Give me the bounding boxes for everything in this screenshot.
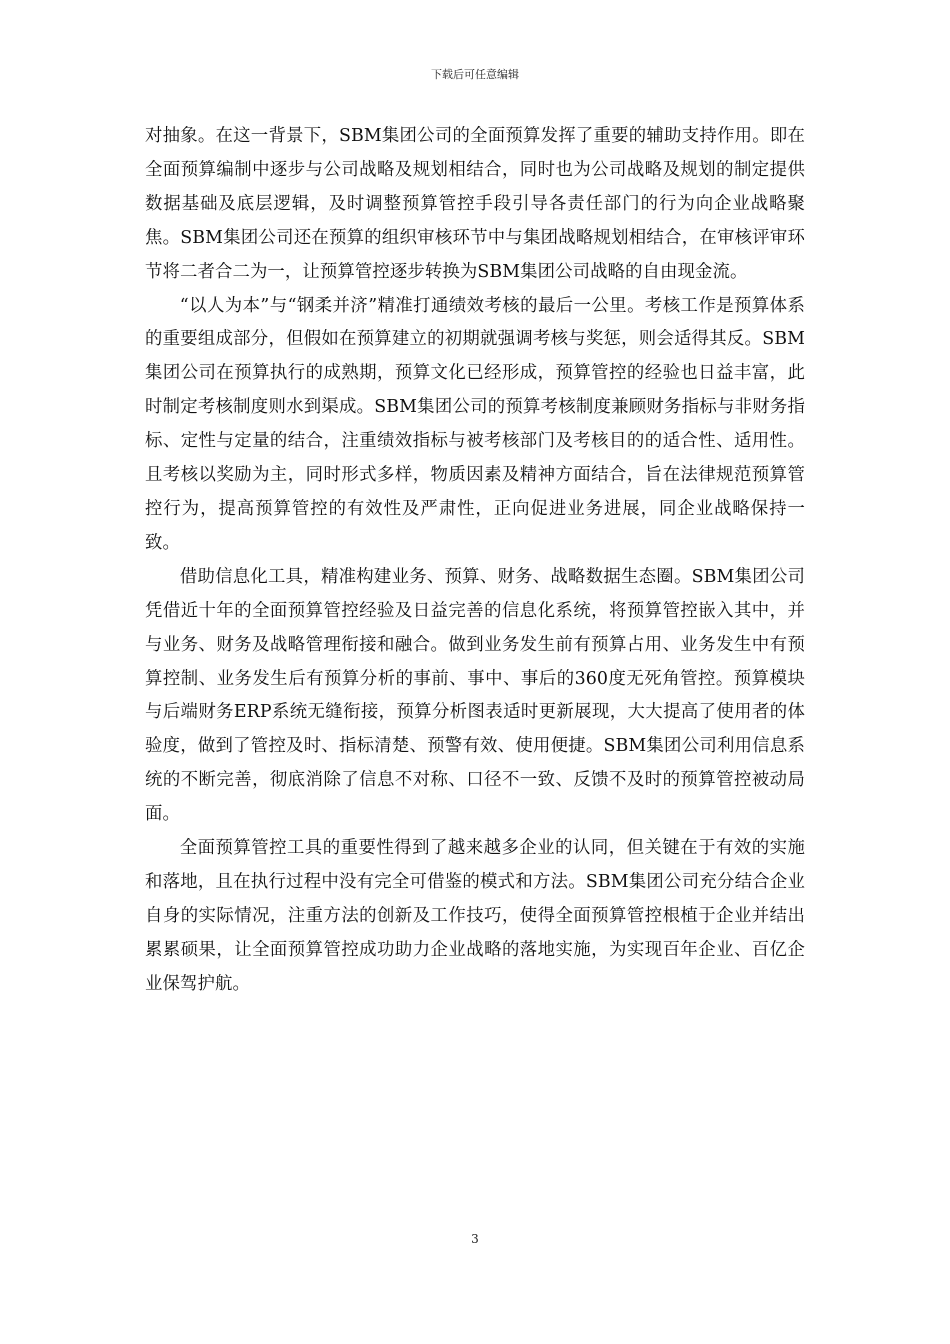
page-number: 3 — [471, 1232, 479, 1246]
page-header: 下载后可任意编辑 — [431, 68, 519, 81]
paragraph-information-tools: 借助信息化工具，精准构建业务、预算、财务、战略数据生态圈。SBM集团公司凭借近十年的全面预算管控经验及日益完善的信息化系统，将预算管控嵌入其中，并与业务、财务及战略管理衔接和融合。做到业务发生前有预算占用、业务发生中有预算控制、业务发生后有预算分析的事前、事中、事后的360度无死角管控。预算模块与后端财务ERP系统无缝衔接，预算分析图表适时更新展现，大大提高了使用者的体验度，做到了管控及时、指标清楚、预警有效、使用便捷。SBM集团公司利用信息系统的不断完善，彻底消除了信息不对称、口径不一致、反馈不及时的预算管控被动局面。 — [145, 566, 805, 825]
paragraph-performance-assessment: “以人为本”与“钢柔并济”精准打通绩效考核的最后一公里。考核工作是预算体系的重要组成部分，但假如在预算建立的初期就强调考核与奖惩，则会适得其反。SBM集团公司在预算执行的成熟期，预算文化已经形成，预算管控的经验也日益丰富，此时制定考核制度则水到渠成。SBM集团公司的预算考核制度兼顾财务指标与非财务指标、定性与定量的结合，注重绩效指标与被考核部门及考核目的的适合性、适用性。且考核以奖励为主，同时形式多样，物质因素及精神方面结合，旨在法律规范预算管控行为，提高预算管控的有效性及严肃性，正向促进业务进展，同企业战略保持一致。 — [145, 295, 805, 553]
document-body — [145, 120, 805, 1002]
paragraph-conclusion: 全面预算管控工具的重要性得到了越来越多企业的认同，但关键在于有效的实施和落地，且在执行过程中没有完全可借鉴的模式和方法。SBM集团公司充分结合企业自身的实际情况，注重方法的创新及工作技巧，使得全面预算管控根植于企业并结出累累硕果，让全面预算管控成功助力企业战略的落地实施，为实现百年企业、百亿企业保驾护航。 — [145, 838, 805, 994]
paragraph-continuation: 对抽象。在这一背景下，SBM集团公司的全面预算发挥了重要的辅助支持作用。即在全面预算编制中逐步与公司战略及规划相结合，同时也为公司战略及规划的制定提供数据基础及底层逻辑，及时调整预算管控手段引导各责任部门的行为向企业战略聚焦。SBM集团公司还在预算的组织审核环节中与集团战略规划相结合，在审核评审环节将二者合二为一，让预算管控逐步转换为SBM集团公司战略的自由现金流。 — [145, 126, 805, 282]
